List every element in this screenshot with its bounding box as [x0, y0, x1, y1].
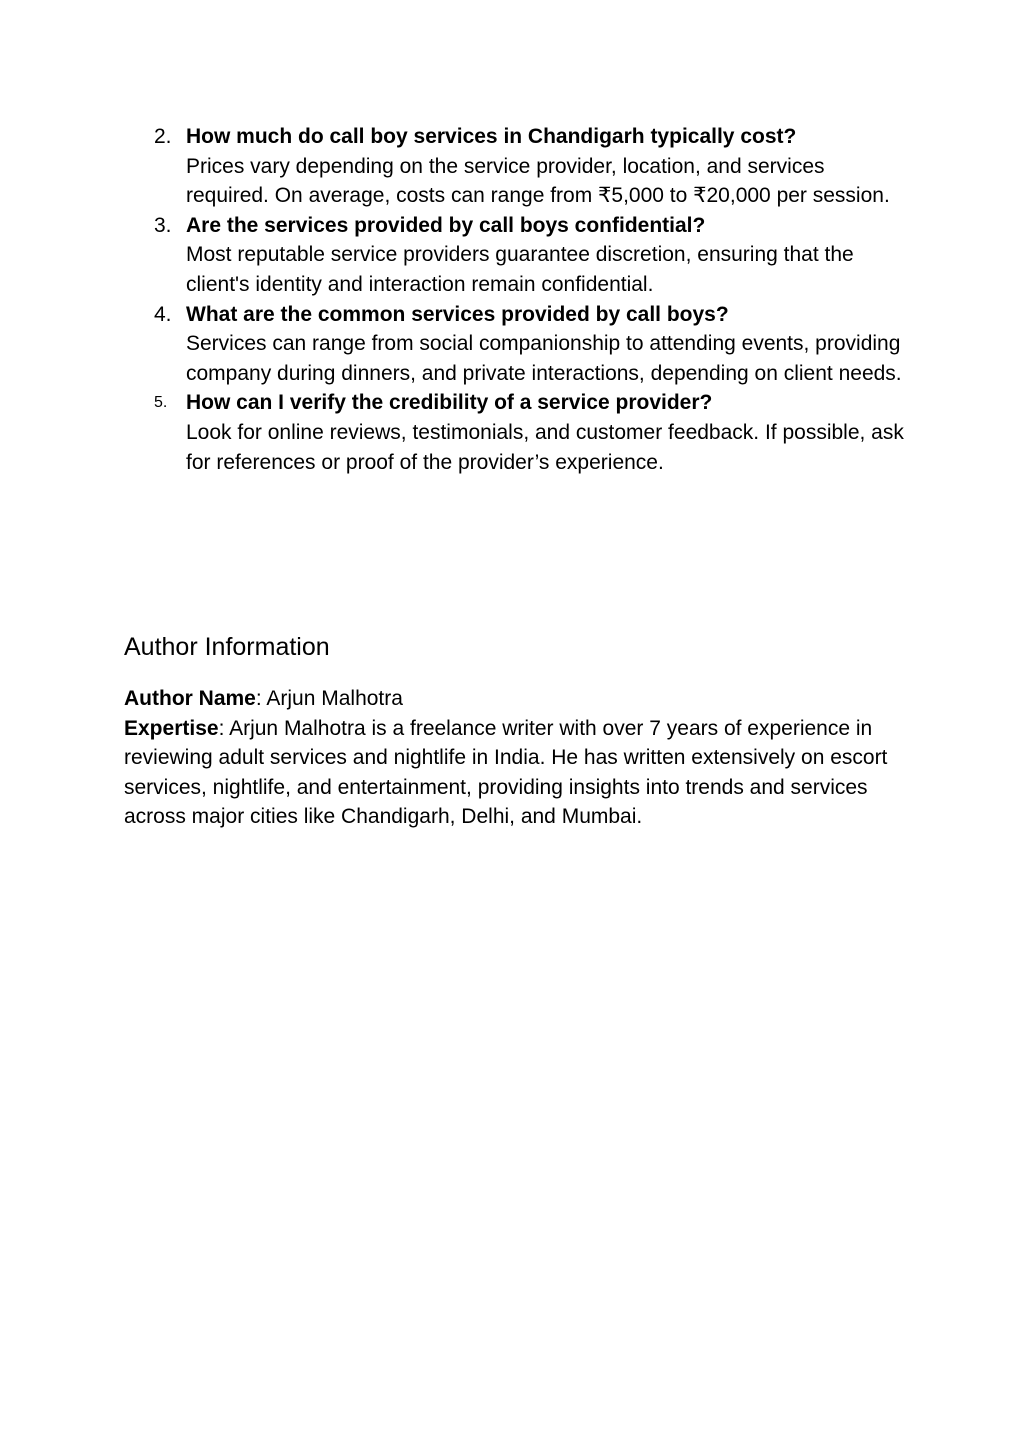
faq-answer: Prices vary depending on the service provider, location, and services required. On average, costs can range from ₹5,000 to ₹20,000 per session.: [186, 154, 890, 208]
faq-answer: Look for online reviews, testimonials, and customer feedback. If possible, ask for references or proof of the provider’s experience.: [186, 420, 904, 474]
faq-item: [124, 300, 904, 389]
faq-list: [124, 122, 904, 477]
faq-number: 5.: [154, 394, 168, 412]
author-name-label: Author Name: [124, 687, 256, 710]
faq-question: How can I verify the credibility of a service provider?: [186, 391, 713, 415]
author-expertise-separator: :: [218, 716, 225, 740]
author-name-line: [124, 684, 914, 714]
author-name-value: Arjun Malhotra: [261, 687, 403, 710]
faq-item: [124, 211, 904, 300]
faq-question: How much do call boy services in Chandigarh typically cost?: [186, 125, 797, 148]
author-expertise-value: Arjun Malhotra is a freelance writer with over 7 years of experience in reviewing adult services and nightlife in India. He has written extensively on escort services, nightlife, and entertainment, providing insights into trends and services across major cities like Chandigarh, Delhi, and Mumbai.: [124, 716, 888, 829]
faq-question: Are the services provided by call boys confidential?: [186, 213, 706, 237]
author-expertise-line: [124, 714, 914, 832]
author-name-separator: :: [255, 687, 262, 710]
faq-item: [124, 122, 904, 211]
faq-item: [124, 388, 904, 477]
faq-answer: Most reputable service providers guarantee discretion, ensuring that the client's identity and interaction remain confidential.: [186, 243, 854, 296]
author-info: [124, 684, 914, 832]
author-expertise-label: Expertise: [124, 716, 219, 740]
author-section-heading: Author Information: [124, 633, 330, 661]
faq-number: 3.: [154, 213, 172, 237]
faq-number: 2.: [154, 125, 172, 148]
faq-number: 4.: [154, 302, 172, 326]
faq-answer: Services can range from social companionship to attending events, providing company during dinners, and private interactions, depending on client needs.: [186, 332, 902, 385]
faq-question: What are the common services provided by call boys?: [186, 302, 729, 326]
